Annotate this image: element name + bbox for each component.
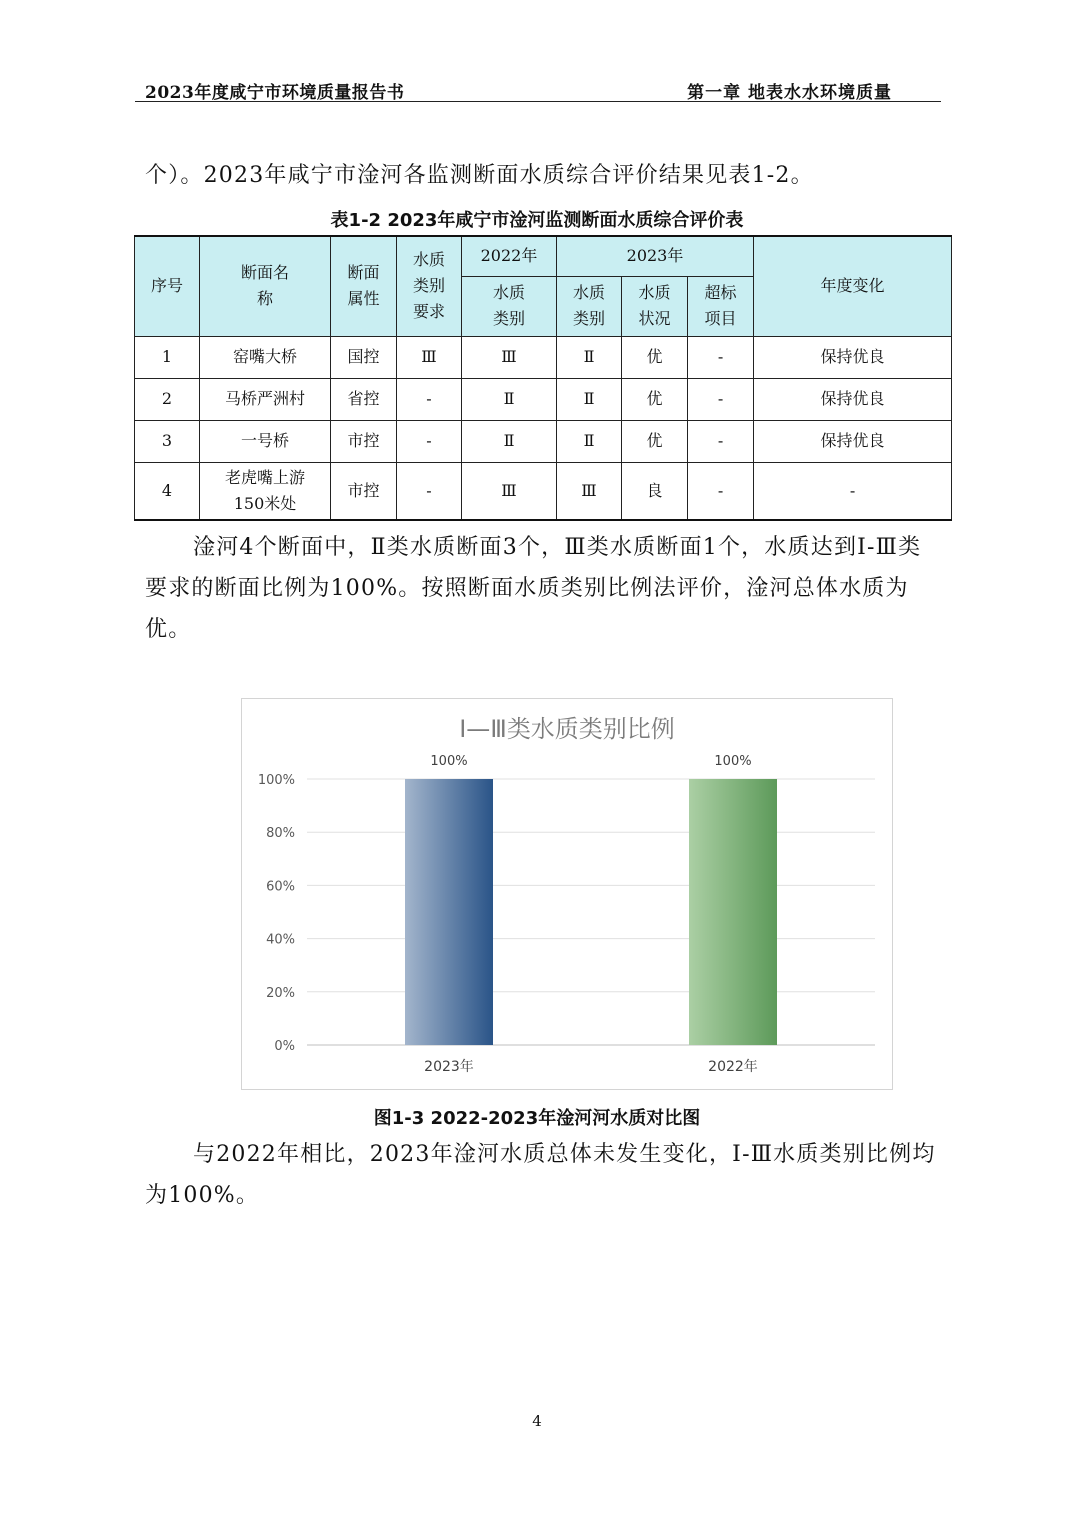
table-row [135, 336, 952, 378]
cell-2023-class: Ⅱ [557, 378, 622, 420]
cell-2023-status: 优 [622, 336, 688, 378]
cell-annual-change: - [754, 462, 952, 520]
cell-section-name: 窑嘴大桥 [200, 336, 331, 378]
header-class-req: 水质类别要求 [397, 236, 462, 336]
water-quality-chart [241, 698, 893, 1090]
header-divider [135, 101, 941, 102]
header-year-2023: 2023年 [557, 236, 754, 276]
cell-2022-class: Ⅱ [462, 378, 557, 420]
cell-2022-class: Ⅲ [462, 336, 557, 378]
cell-section-attr: 市控 [331, 420, 397, 462]
comparison-paragraph: 与2022年相比，2023年淦河水质总体未发生变化，Ⅰ-Ⅲ水质类别比例均为100%。 [145, 1142, 936, 1208]
cell-annual-change: 保持优良 [754, 420, 952, 462]
header-2023-status: 水质状况 [622, 276, 688, 336]
cell-section-name: 老虎嘴上游150米处 [200, 462, 331, 520]
y-tick-label: 80% [266, 826, 295, 842]
y-tick-label: 100% [257, 773, 295, 788]
table-row [135, 378, 952, 420]
bar [405, 779, 493, 1045]
chart-title: Ⅰ—Ⅲ类水质类别比例 [459, 715, 675, 743]
cell-2023-status: 良 [622, 462, 688, 520]
cell-section-attr: 市控 [331, 462, 397, 520]
x-tick-label: 2023年 [424, 1059, 474, 1075]
cell-section-attr: 国控 [331, 336, 397, 378]
header-chapter-title: 第一章 地表水水环境质量 [687, 83, 892, 103]
cell-class-req: - [397, 462, 462, 520]
summary-paragraph: 淦河4个断面中，Ⅱ类水质断面3个，Ⅲ类水质断面1个，水质达到Ⅰ-Ⅲ类要求的断面比例为100%。按照断面水质类别比例法评价，淦河总体水质为优。 [145, 535, 922, 642]
y-tick-label: 0% [274, 1039, 295, 1054]
header-year-2022: 2022年 [462, 236, 557, 276]
header-section-attr: 断面属性 [331, 236, 397, 336]
bar-value-label: 100% [714, 754, 752, 769]
cell-2023-exceed: - [688, 462, 754, 520]
cell-seq: 3 [135, 420, 200, 462]
cell-2023-class: Ⅲ [557, 462, 622, 520]
y-tick-label: 60% [266, 879, 295, 895]
cell-class-req: - [397, 420, 462, 462]
cell-2023-status: 优 [622, 420, 688, 462]
x-tick-label: 2022年 [708, 1059, 758, 1075]
cell-seq: 1 [135, 336, 200, 378]
table-row [135, 462, 952, 520]
y-tick-label: 40% [266, 932, 295, 948]
chart-canvas [242, 699, 892, 1089]
cell-section-attr: 省控 [331, 378, 397, 420]
cell-seq: 4 [135, 462, 200, 520]
y-tick-label: 20% [266, 985, 295, 1001]
cell-class-req: Ⅲ [397, 336, 462, 378]
cell-2022-class: Ⅲ [462, 462, 557, 520]
bar [689, 779, 777, 1045]
bar-value-label: 100% [430, 754, 468, 769]
table-caption: 表1-2 2023年咸宁市淦河监测断面水质综合评价表 [330, 210, 744, 231]
header-2023-class: 水质类别 [557, 276, 622, 336]
cell-2023-class: Ⅱ [557, 420, 622, 462]
cell-2023-exceed: - [688, 420, 754, 462]
header-2023-exceed: 超标项目 [688, 276, 754, 336]
page-number: 4 [532, 1412, 542, 1430]
header-section-name: 断面名称 [200, 236, 331, 336]
header-report-title: 2023年度咸宁市环境质量报告书 [145, 83, 405, 103]
intro-line: 个）。2023年咸宁市淦河各监测断面水质综合评价结果见表1-2。 [145, 163, 814, 188]
water-quality-table [134, 235, 952, 521]
header-annual-change: 年度变化 [754, 236, 952, 336]
cell-2022-class: Ⅱ [462, 420, 557, 462]
header-seq: 序号 [135, 236, 200, 336]
figure-caption: 图1-3 2022-2023年淦河河水质对比图 [373, 1108, 701, 1129]
cell-annual-change: 保持优良 [754, 378, 952, 420]
cell-annual-change: 保持优良 [754, 336, 952, 378]
table-row [135, 420, 952, 462]
header-2022-class: 水质类别 [462, 276, 557, 336]
cell-2023-status: 优 [622, 378, 688, 420]
cell-2023-exceed: - [688, 336, 754, 378]
cell-section-name: 马桥严洲村 [200, 378, 331, 420]
cell-2023-class: Ⅱ [557, 336, 622, 378]
cell-seq: 2 [135, 378, 200, 420]
cell-class-req: - [397, 378, 462, 420]
cell-section-name: 一号桥 [200, 420, 331, 462]
cell-2023-exceed: - [688, 378, 754, 420]
